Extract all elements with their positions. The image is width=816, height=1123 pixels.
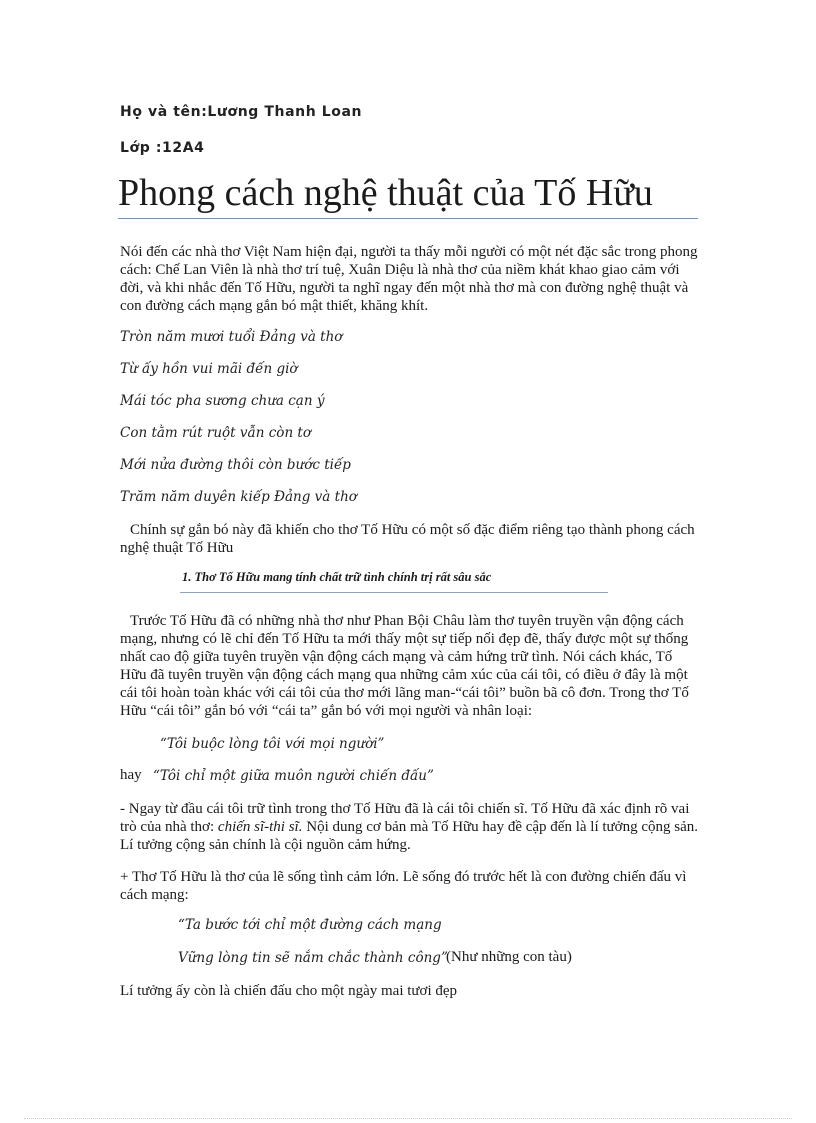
student-name: Họ và tên:Lương Thanh Loan [120, 104, 363, 120]
role-text-italic: chiến sĩ-thi sĩ. [217, 819, 303, 835]
poem-line: Từ ấy hồn vui mãi đến giờ [120, 361, 298, 377]
intro-paragraph: Nói đến các nhà thơ Việt Nam hiện đại, người ta thấy mỗi người có một nét đặc sắc trong phong cách: Chế Lan Viên là nhà thơ trí tuệ, Xuân Diệu là nhà thơ của niềm khát khao giao cảm với đời, và khi nhắc đến Tố Hữu, người ta nghĩ ngay đến một nhà thơ mà con đường nghệ thuật và con đường cách mạng gắn bó mật thiết, khăng khít. [120, 244, 698, 314]
poem-line: Trăm năm duyên kiếp Đảng và thơ [120, 489, 357, 505]
poem-line: “Ta bước tới chỉ một đường cách mạng [178, 917, 442, 933]
poem-line: Con tằm rút ruột vẫn còn tơ [120, 425, 311, 441]
section-paragraph: Trước Tố Hữu đã có những nhà thơ như Phan Bội Châu làm thơ tuyên truyền vận động cách mạng, nhưng có lẽ chỉ đến Tố Hữu ta mới thấy một sự tiếp nối đẹp đẽ, thấy được một sự thống nhất cao độ giữa tuyên truyền vận động cách mạng và cảm hứng trữ tình. Nói cách khác, Tố Hữu đã tuyên truyền vận động cách mạng qua những cảm xúc của cái tôi, có điều ở đây là một cái tôi hoàn toàn khác với cái tôi của thơ mới lãng man-“cái tôi” buồn bã cô đơn. Trong thơ Tố Hữu “cái tôi” gắn bó với “cái ta” gắn bó với mọi người và nhân loại: [120, 613, 689, 719]
page-bottom-border [24, 1118, 792, 1119]
student-class: Lớp :12A4 [120, 140, 205, 156]
poem-line: Mái tóc pha sương chưa cạn ý [120, 393, 325, 409]
quote-line: “Tôi chỉ một giữa muôn người chiến đấu” [153, 768, 434, 784]
closing-paragraph: Lí tưởng ấy còn là chiến đấu cho một ngày mai tươi đẹp [120, 983, 458, 999]
role-text-after: Nội dung cơ bản mà Tố Hữu hay đề cập đến là lí tưởng cộng sản. Lí tưởng cộng sản chính là cội nguồn cảm hứng. [120, 819, 698, 853]
poem-line: Tròn năm mươi tuổi Đảng và thơ [120, 329, 343, 345]
quote-line: “Tôi buộc lòng tôi với mọi người” [160, 736, 385, 752]
role-paragraph [120, 800, 700, 854]
page-title: Phong cách nghệ thuật của Tố Hữu [118, 172, 653, 214]
title-underline [118, 218, 698, 219]
section-heading-underline [180, 592, 608, 593]
section-heading: 1. Thơ Tố Hữu mang tính chất trữ tình chính trị rất sâu sắc [182, 570, 492, 584]
quote-prefix: hay [120, 767, 142, 783]
role-text-before: - Ngay từ đầu cái tôi trữ tình trong thơ Tố Hữu đã là cái tôi chiến sĩ. Tố Hữu đã xác định rõ vai trò của nhà thơ: [120, 801, 690, 835]
ideal-paragraph: + Thơ Tố Hữu là thơ của lẽ sống tình cảm lớn. Lẽ sống đó trước hết là con đường chiến đấu vì cách mạng: [120, 869, 687, 903]
transition-paragraph: Chính sự gắn bó này đã khiến cho thơ Tố Hữu có một số đặc điểm riêng tạo thành phong cách nghệ thuật Tố Hữu [120, 522, 695, 556]
poem-line: Mới nửa đường thôi còn bước tiếp [120, 457, 351, 473]
poem-line: Vững lòng tin sẽ nắm chắc thành công” [178, 950, 448, 966]
poem-source: (Như những con tàu) [446, 949, 572, 965]
